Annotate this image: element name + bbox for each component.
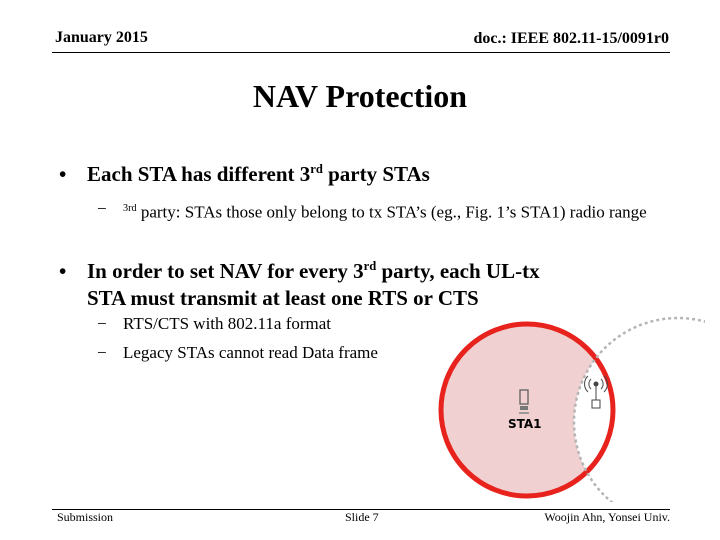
bullet-2-sup: rd xyxy=(363,259,377,273)
sub-bullet-2-2 xyxy=(97,341,457,364)
coverage-diagram xyxy=(430,312,705,502)
footer-submission: Submission xyxy=(57,510,114,524)
bullet-marker: • xyxy=(59,162,67,186)
dash-marker: − xyxy=(97,314,107,333)
bullet-2-text-a: In order to set NAV for every 3 xyxy=(87,259,364,283)
bullet-marker: • xyxy=(59,259,67,283)
dash-marker: − xyxy=(97,343,107,362)
bullet-2 xyxy=(59,253,659,312)
header-date: January 2015 xyxy=(55,29,148,46)
footer-slide-number: Slide 7 xyxy=(345,510,379,524)
sub-bullet-1-1 xyxy=(97,197,677,224)
bullet-2-text-b: party, each UL-tx xyxy=(376,259,540,283)
header-doc-id: doc.: IEEE 802.11-15/0091r0 xyxy=(473,30,669,47)
sub-bullet-1-1-text: party: STAs those only belong to tx STA’s (eg., Fig. 1’s STA1) radio range xyxy=(136,202,647,222)
sub-bullet-2-1 xyxy=(97,312,457,335)
sta1-label: STA1 xyxy=(508,417,542,431)
dash-marker: − xyxy=(97,199,107,218)
ap-range-circle xyxy=(574,318,705,502)
bullet-1-text-b: party STAs xyxy=(322,162,430,186)
bullet-2-line-2: STA must transmit at least one RTS or CTS xyxy=(87,286,479,310)
sub-bullet-2-1-text: RTS/CTS with 802.11a format xyxy=(123,314,332,333)
footer-author: Woojin Ahn, Yonsei Univ. xyxy=(544,510,670,524)
sub-bullet-2-2-text: Legacy STAs cannot read Data frame xyxy=(123,343,378,362)
slide-title: NAV Protection xyxy=(252,78,468,114)
bullet-1 xyxy=(59,162,430,187)
bullet-1-text-a: Each STA has different 3 xyxy=(87,162,311,186)
bullet-1-sup: rd xyxy=(310,162,323,176)
sub-bullet-1-1-sup: 3rd xyxy=(123,203,137,214)
access-point-icon xyxy=(585,376,608,408)
header-divider xyxy=(52,52,670,53)
